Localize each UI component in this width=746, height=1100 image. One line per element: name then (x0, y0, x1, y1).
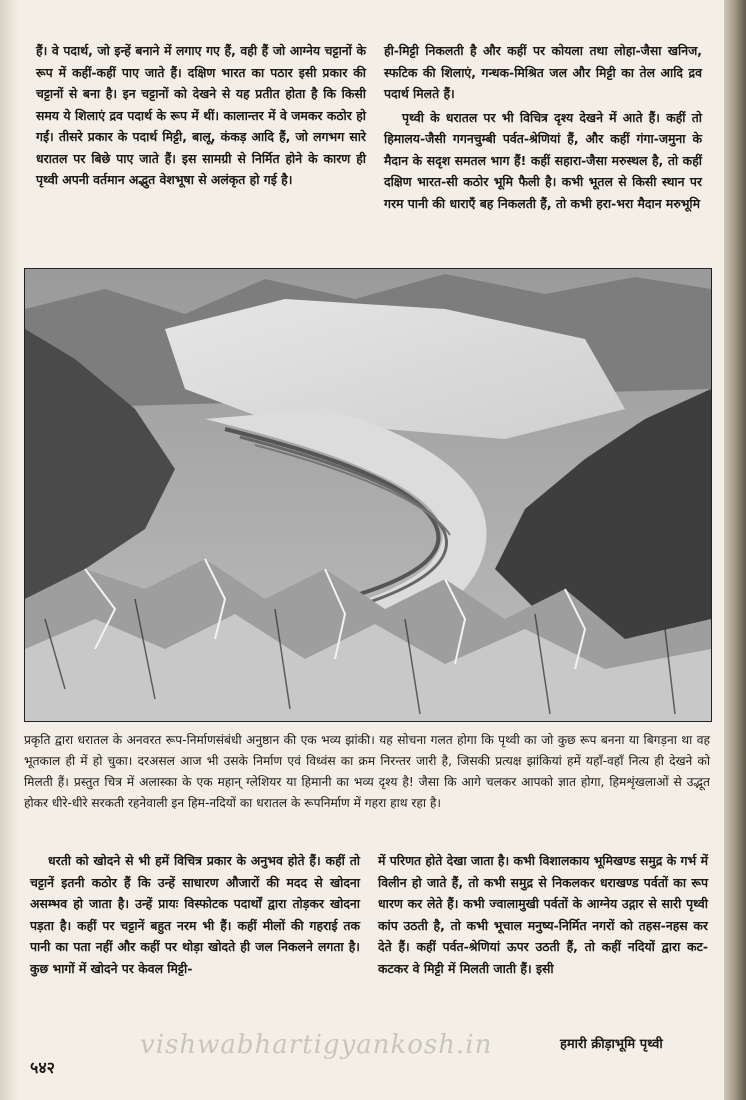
watermark: vishwabhartigyankosh.in (140, 1030, 493, 1060)
book-spine (724, 0, 746, 1100)
bottom-right-column (378, 850, 708, 981)
top-left-column (36, 40, 366, 193)
page-edge-shadow (0, 0, 18, 1100)
paragraph: हैं। वे पदार्थ, जो इन्हें बनाने में लगाए गए हैं, वही हैं जो आग्नेय चट्टानों के रूप में कहीं-कहीं पाए जाते हैं। दक्षिण भारत का पठार इसी प्रकार की चट्टानों से बना है। इन चट्टानों को देखने से यह प्रतीत होता है कि किसी समय ये शिलाएं द्रव पदार्थ के रूप में थीं। कालान्तर में वे जमकर कठोर हो गईं। तीसरे प्रकार के पदार्थ मिट्टी, बालू, कंकड़ आदि हैं, जो लगभग सारे धरातल पर बिछे पाए जाते हैं। इस सामग्री से निर्मित होने के कारण ही पृथ्वी अपनी वर्तमान अद्भुत वेशभूषा से अलंकृत हो गई है। (36, 43, 366, 187)
paragraph: में परिणत होते देखा जाता है। कभी विशालकाय भूमिखण्ड समुद्र के गर्भ में विलीन हो जाते हैं, तो कभी समुद्र से निकलकर धराखण्ड पर्वतों का रूप धारण कर लेते हैं। कभी ज्वालामुखी पर्वतों के आग्नेय उद्गार से सारी पृथ्वी कांप उठती है, तो कभी भूचाल मनुष्य-निर्मित नगरों को तहस-नहस कर देते हैं। कहीं पर्वत-श्रेणियां ऊपर उठती हैं, तो कहीं नदियों द्वारा कट-कटकर वे मिट्टी में मिलती जाती हैं। इसी (378, 853, 708, 976)
page-number: ५४२ (30, 1058, 55, 1077)
photo-caption: प्रकृति द्वारा धरातल के अनवरत रूप-निर्माणसंबंधी अनुष्ठान की एक भव्य झांकी। यह सोचना गलत होगा कि पृथ्वी का जो कुछ रूप बनना या बिगड़ना था वह भूतकाल ही में हो चुका। दरअसल आज भी उसके निर्माण एवं विध्वंस का क्रम निरन्तर जारी है, जिसकी प्रत्यक्ष झांकियां हमें यहाँ-वहाँ नित्य ही देखने को मिलती हैं। प्रस्तुत चित्र में अलास्का के एक महान् ग्लेशियर या हिमानी का भव्य दृश्य है! जैसा कि आगे चलकर आपको ज्ञात होगा, हिमशृंखलाओं से उद्भूत होकर धीरे-धीरे सरकती रहनेवाली इन हिम-नदियों का धरातल के रूपनिर्माण में गहरा हाथ रहा है। (24, 733, 710, 810)
paragraph: धरती को खोदने से भी हमें विचित्र प्रकार के अनुभव होते हैं। कहीं तो चट्टानें इतनी कठोर हैं कि उन्हें साधारण औजारों की मदद से खोदना असम्भव हो जाता है। उन्हें प्रायः विस्फोटक पदार्थों द्वारा तोड़कर खोदना पड़ता है। कहीं पर चट्टानें बहुत नरम भी हैं। कहीं मीलों की गहराई तक पानी का पता नहीं और कहीं पर थोड़ा खोदते ही जल निकलने लगता है। कुछ भागों में खोदने पर केवल मिट्टी- (30, 853, 360, 976)
top-right-column (384, 40, 702, 216)
bottom-left-column (30, 850, 360, 981)
glacier-photo (24, 268, 712, 722)
running-title: हमारी क्रीड़ाभूमि पृथ्वी (560, 1037, 663, 1052)
paragraph: पृथ्वी के धरातल पर भी विचित्र दृश्य देखने में आते हैं। कहीं तो हिमालय-जैसी गगनचुम्बी पर्वत-श्रेणियां हैं, और कहीं गंगा-जमुना के मैदान के सदृश समतल भाग हैं! कहीं सहारा-जैसा मरुस्थल है, तो कहीं दक्षिण भारत-सी कठोर भूमि फैली है। कभी भूतल से किसी स्थान पर गरम पानी की धाराएँ बह निकलती हैं, तो कभी हरा-भरा मैदान मरुभूमि (384, 109, 702, 211)
paragraph: ही-मिट्टी निकलती है और कहीं पर कोयला तथा लोहा-जैसा खनिज, स्फटिक की शिलाएं, गन्धक-मिश्रित जल और मिट्टी का तेल आदि द्रव पदार्थ मिलते हैं। (384, 43, 702, 101)
